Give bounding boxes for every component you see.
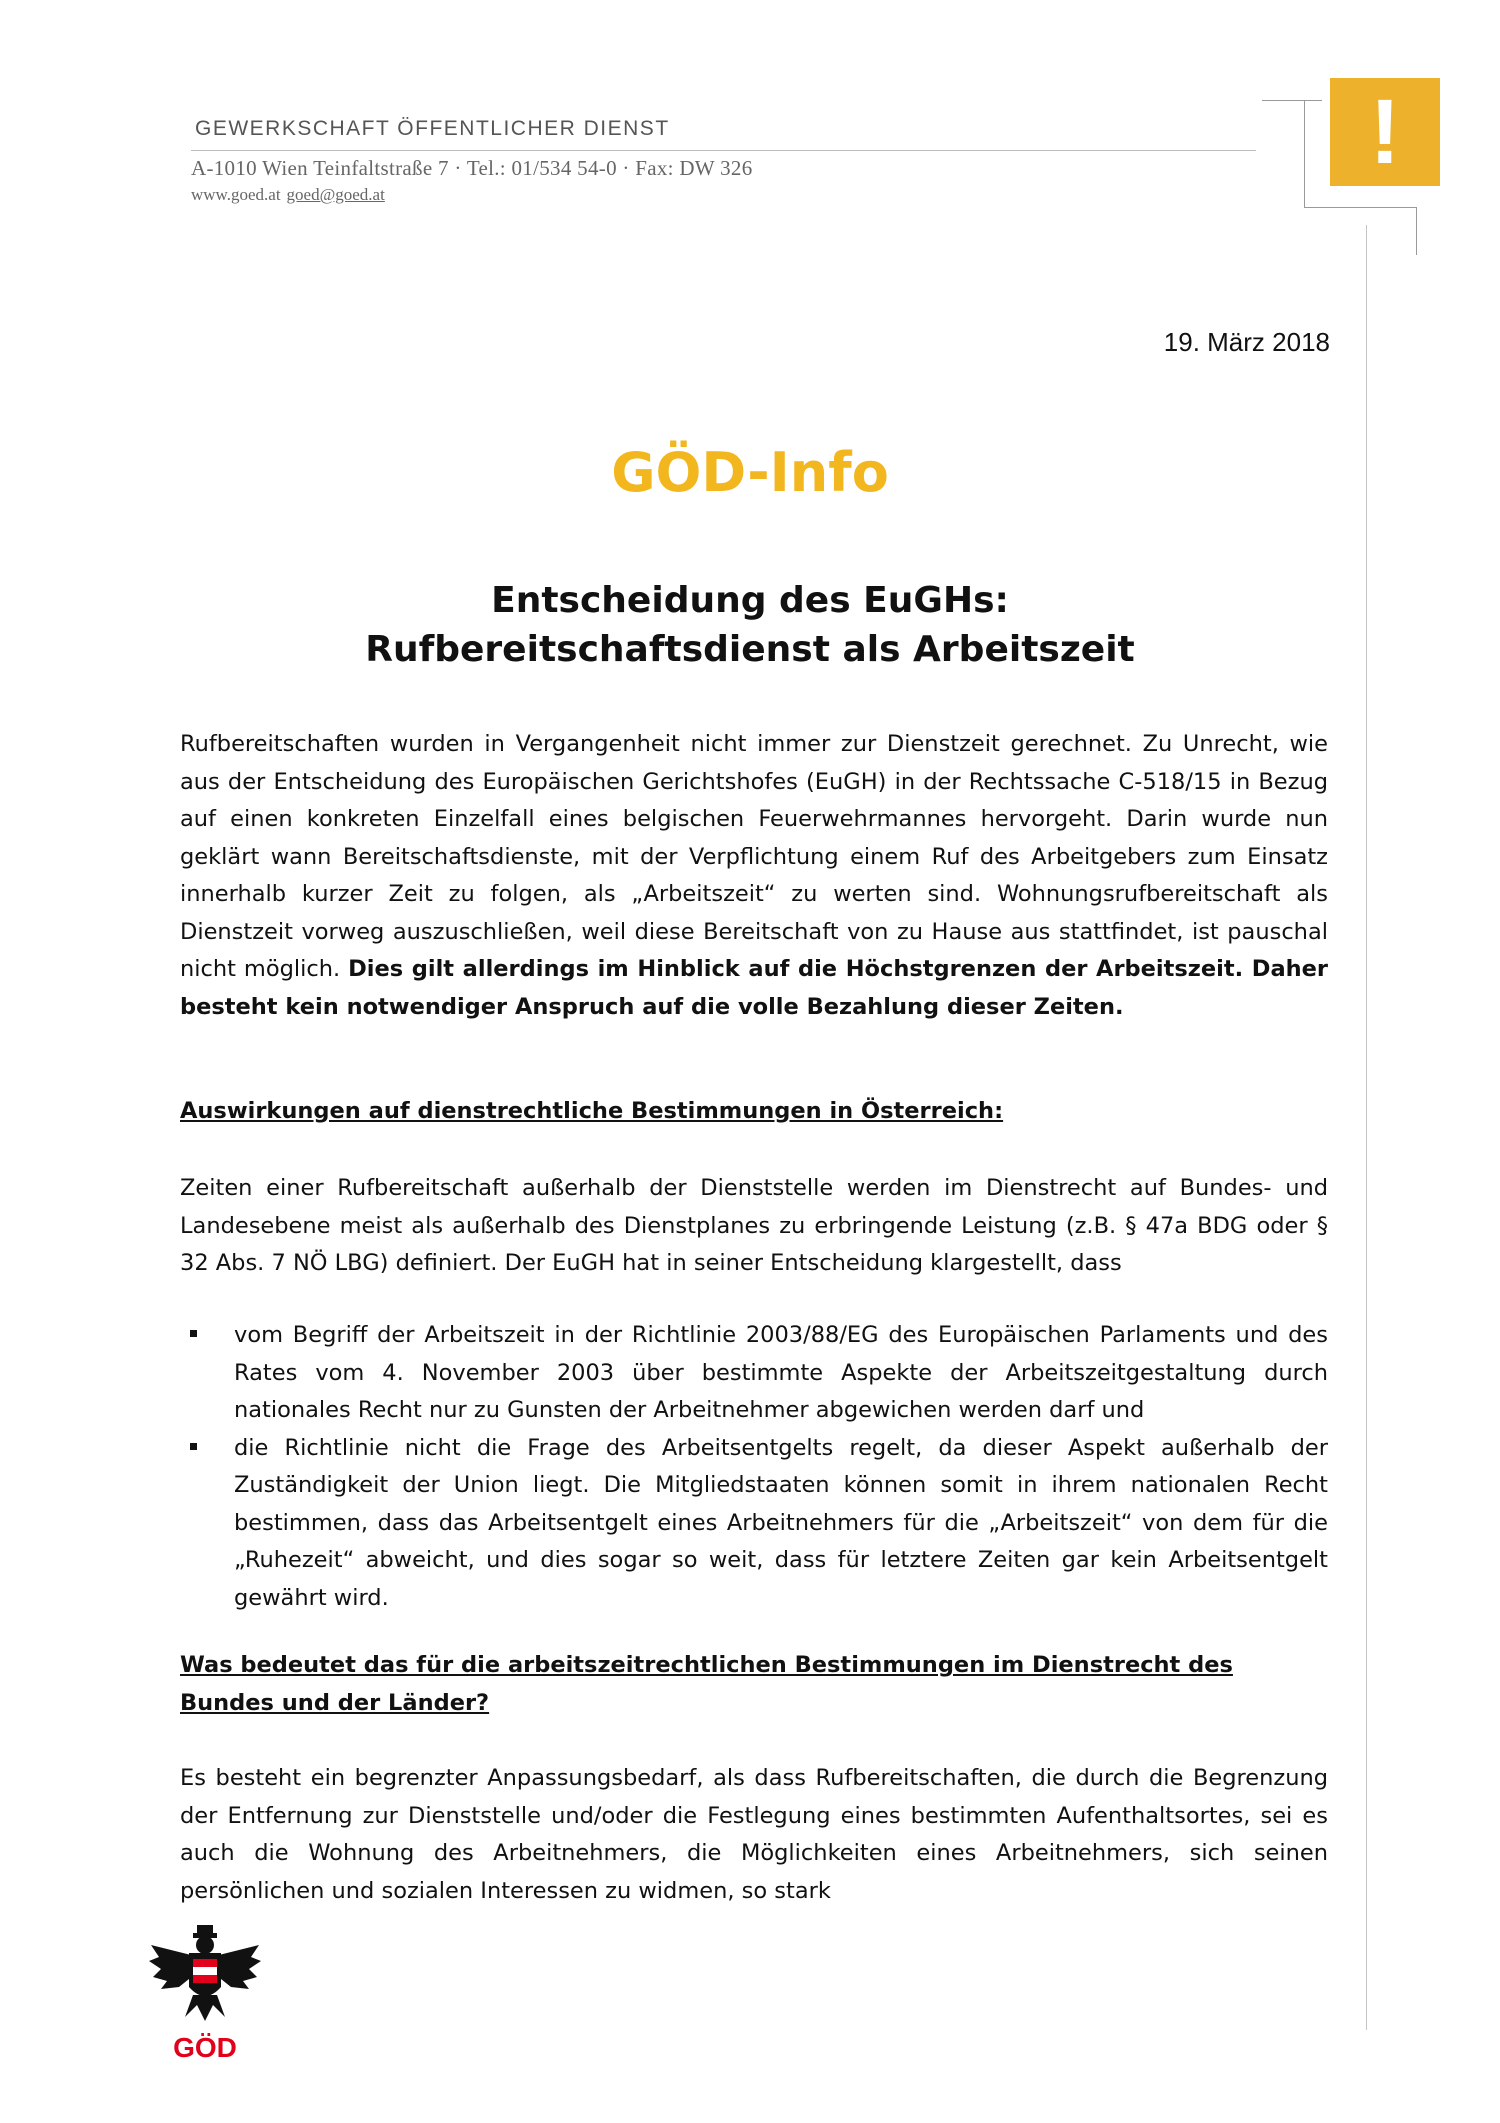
contact-links — [191, 185, 385, 205]
intro-bold-text: Dies gilt allerdings im Hinblick auf die Höchstgrenzen der Arbeitszeit. Daher besteht kein notwendiger Anspruch auf die volle Bezahlung dieser Zeiten. — [180, 956, 1329, 1020]
list-item-text: die Richtlinie nicht die Frage des Arbeitsentgelts regelt, da dieser Aspekt außerhalb der Zuständigkeit der Union liegt. Die Mitgliedstaaten können somit in ihrem nationalen Recht bestimmen, dass das Arbeitsentgelt eines Arbeitnehmers für die „Arbeitszeit“ von dem für die „Ruhezeit“ abweicht, und dies sogar so weit, dass für letztere Zeiten gar kein Arbeitsentgelt gewährt wird. — [234, 1434, 1328, 1611]
section1-paragraph: Zeiten einer Rufbereitschaft außerhalb der Dienststelle werden im Dienstrecht auf Bundes- und Landesebene meist als außerhalb des Dienstplanes zu erbringende Leistung (z.B. § 47a BDG oder § 32 Abs. 7 NÖ LBG) definiert. Der EuGH hat in seiner Entscheidung klargestellt, dass — [180, 1175, 1328, 1276]
letterhead-divider — [191, 150, 1256, 151]
intro-paragraph — [180, 726, 1328, 1026]
email-link[interactable]: goed@goed.at — [286, 185, 385, 204]
intro-text: Rufbereitschaften wurden in Vergangenheit nicht immer zur Dienstzeit gerechnet. Zu Unrecht, wie aus der Entscheidung des Europäischen Gerichtshofes (EuGH) in der Rechtssache C-518/15 in Bezug auf einen konkreten Einzelfall eines belgischen Feuerwehrmannes hervorgeht. Darin wurde nun geklärt wann Bereitschaftsdienste, mit der Verpflichtung einem Ruf des Arbeitgebers zum Einsatz innerhalb kurzer Zeit zu folgen, als „Arbeitszeit“ zu werten sind. Wohnungsrufbereitschaft als Dienstzeit vorweg auszuschließen, weil diese Bereitschaft von zu Hause aus stattfindet, ist pauschal nicht möglich. — [180, 731, 1328, 982]
eagle-logo-graphic — [145, 1925, 265, 2065]
logo-text: GÖD — [173, 2032, 237, 2063]
exclamation-badge-icon — [1330, 78, 1440, 186]
list-item-text: vom Begriff der Arbeitszeit in der Richtlinie 2003/88/EG des Europäischen Parlaments und des Rates vom 4. November 2003 über bestimmte Aspekte der Arbeitszeitgestaltung durch nationales Recht nur zu Gunsten der Arbeitnehmer abgewichen werden darf und — [234, 1322, 1328, 1423]
document-type: GÖD-Info — [611, 441, 889, 504]
bullet-icon — [190, 1330, 197, 1337]
title-line-1: Entscheidung des EuGHs: — [491, 580, 1009, 621]
list-item — [180, 1430, 1328, 1618]
document-title — [0, 576, 1500, 674]
frame-line — [1262, 100, 1322, 101]
section2-heading: Was bedeutet das für die arbeitszeitrechtlichen Bestimmungen im Dienstrecht des Bundes und der Länder? — [180, 1652, 1233, 1716]
list-item — [180, 1317, 1328, 1430]
frame-line — [1416, 207, 1417, 255]
organization-name: GEWERKSCHAFT ÖFFENTLICHER DIENST — [195, 117, 670, 140]
frame-line — [1304, 100, 1305, 207]
section1-heading: Auswirkungen auf dienstrechtliche Bestimmungen in Österreich: — [180, 1098, 1004, 1124]
section2-paragraph: Es besteht ein begrenzter Anpassungsbedarf, als dass Rufbereitschaften, die durch die Begrenzung der Entfernung zur Dienststelle und/oder die Festlegung eines bestimmten Aufenthaltsortes, sei es auch die Wohnung des Arbeitnehmers, die Möglichkeiten eines Arbeitnehmers, sich seinen persönlichen und sozialen Interessen zu widmen, so stark — [180, 1765, 1328, 1904]
bullet-list — [180, 1317, 1328, 1617]
frame-line — [1304, 207, 1416, 208]
document-date: 19. März 2018 — [1163, 327, 1330, 357]
goed-eagle-logo-icon — [145, 1925, 265, 2065]
website-link[interactable]: www.goed.at — [191, 185, 281, 204]
bullet-icon — [190, 1443, 197, 1450]
organization-address: A-1010 Wien Teinfaltstraße 7 · Tel.: 01/534 54-0 · Fax: DW 326 — [191, 156, 753, 180]
title-line-2: Rufbereitschaftsdienst als Arbeitszeit — [365, 629, 1135, 670]
exclamation-symbol: ! — [1369, 81, 1401, 183]
